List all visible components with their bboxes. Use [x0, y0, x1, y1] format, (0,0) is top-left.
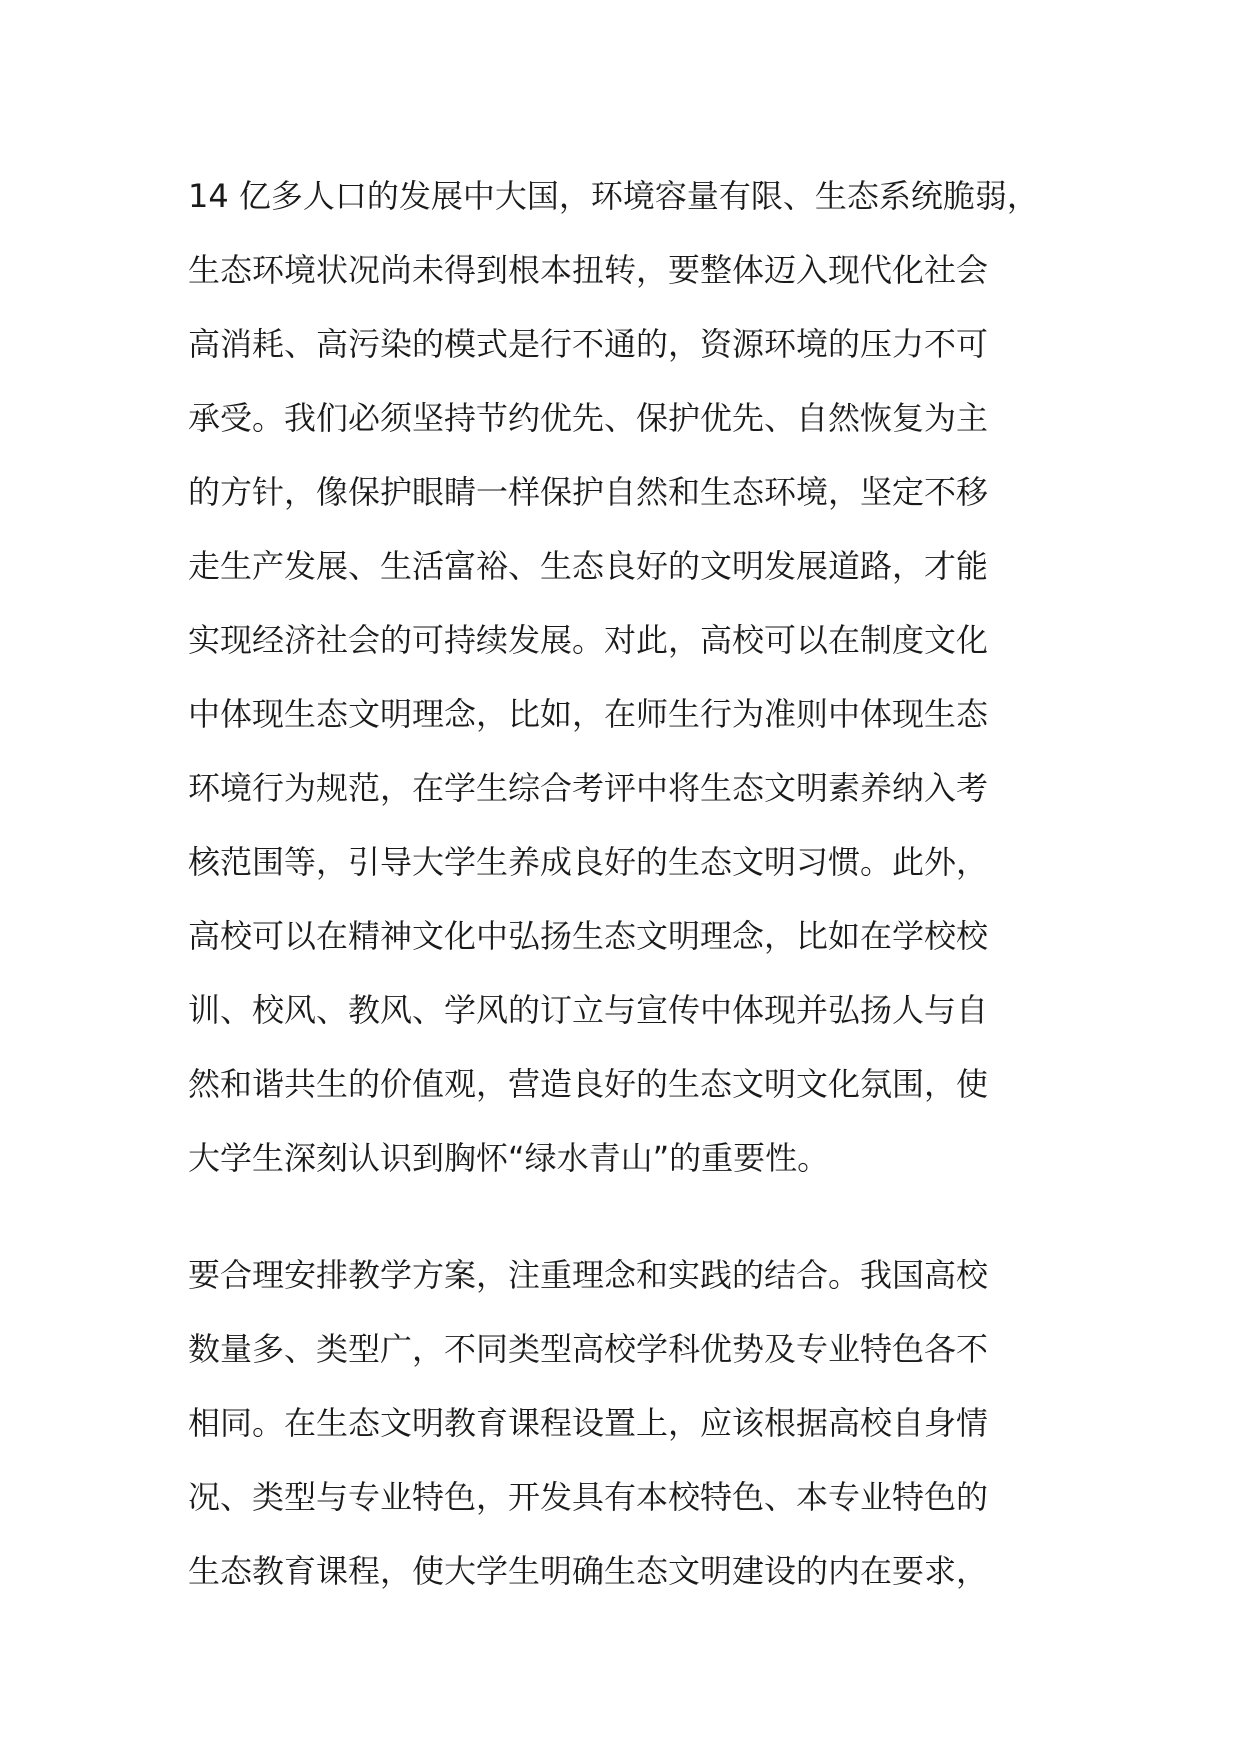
text-line: 核范围等，引导大学生养成良好的生态文明习惯。此外， [188, 843, 989, 881]
text-line: 环境行为规范，在学生综合考评中将生态文明素养纳入考 [188, 769, 989, 807]
text-line: 大学生深刻认识到胸怀“绿水青山”的重要性。 [188, 1139, 830, 1177]
text-line: 然和谐共生的价值观，营造良好的生态文明文化氛围，使 [188, 1065, 989, 1103]
text-line: 相同。在生态文明教育课程设置上，应该根据高校自身情 [188, 1404, 989, 1442]
paragraph-2 [188, 1245, 1088, 1615]
text-line: 14 亿多人口的发展中大国，环境容量有限、生态系统脆弱， [188, 177, 1039, 215]
text-line: 走生产发展、生活富裕、生态良好的文明发展道路，才能 [188, 547, 989, 585]
text-line: 实现经济社会的可持续发展。对此，高校可以在制度文化 [188, 621, 989, 659]
text-line: 要合理安排教学方案，注重理念和实践的结合。我国高校 [188, 1256, 989, 1294]
text-line: 高消耗、高污染的模式是行不通的，资源环境的压力不可 [188, 325, 989, 363]
text-line: 生态教育课程，使大学生明确生态文明建设的内在要求， [188, 1552, 989, 1590]
text-line: 生态环境状况尚未得到根本扭转，要整体迈入现代化社会 [188, 251, 989, 289]
text-line: 承受。我们必须坚持节约优先、保护优先、自然恢复为主 [188, 399, 989, 437]
text-line: 数量多、类型广，不同类型高校学科优势及专业特色各不 [188, 1330, 989, 1368]
text-line: 中体现生态文明理念，比如，在师生行为准则中体现生态 [188, 695, 989, 733]
text-line: 高校可以在精神文化中弘扬生态文明理念，比如在学校校 [188, 917, 989, 955]
text-line: 的方针，像保护眼睛一样保护自然和生态环境，坚定不移 [188, 473, 989, 511]
paragraph-1 [188, 166, 1088, 1202]
text-line: 况、类型与专业特色，开发具有本校特色、本专业特色的 [188, 1478, 989, 1516]
text-line: 训、校风、教风、学风的订立与宣传中体现并弘扬人与自 [188, 991, 989, 1029]
